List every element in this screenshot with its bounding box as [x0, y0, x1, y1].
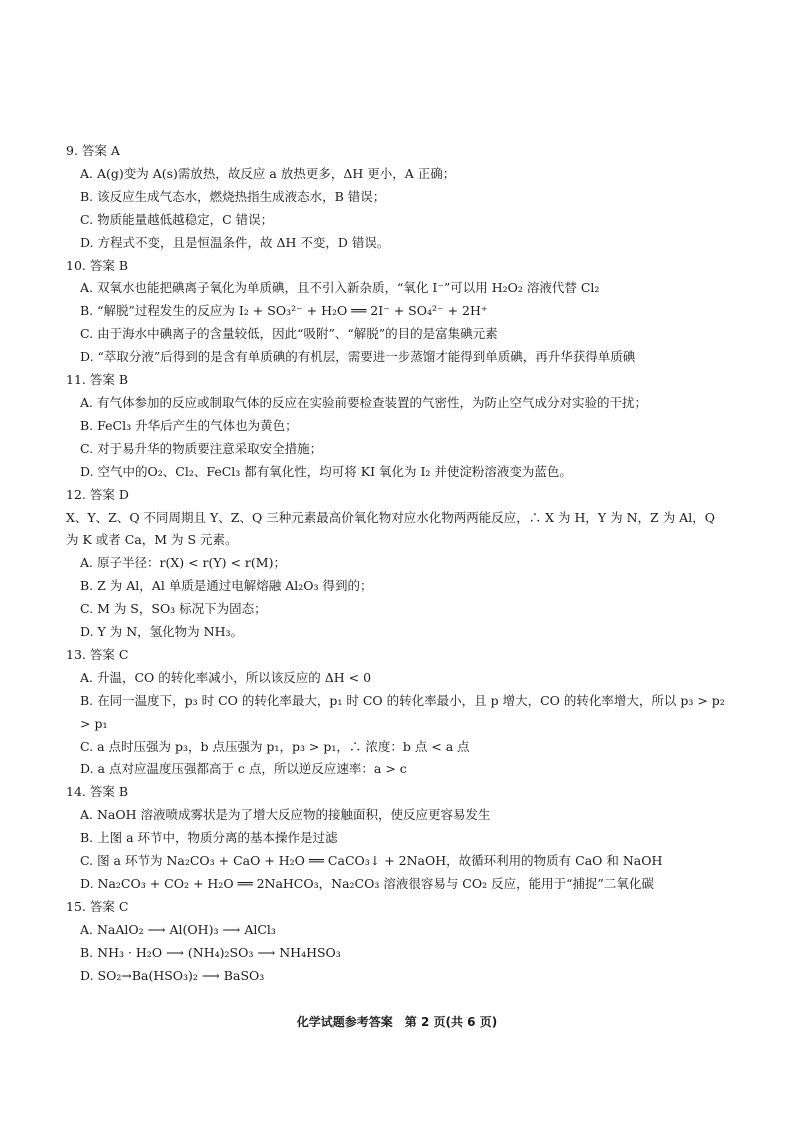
- question-15: [66, 896, 730, 988]
- option-line: C. a 点时压强为 p₃，b 点压强为 p₁，p₃ > p₁，∴ 浓度：b 点 < a 点: [80, 738, 470, 754]
- question-14: [66, 781, 730, 896]
- option-line: A. A(g)变为 A(s)需放热，故反应 a 放热更多，ΔH 更小，A 正确；: [80, 165, 456, 181]
- option-line: D. Na₂CO₃ + CO₂ + H₂O ══ 2NaHCO₃，Na₂CO₃ 溶液很容易与 CO₂ 反应，能用于“捕捉”二氧化碳: [80, 876, 654, 891]
- option-line: D. a 点对应温度压强都高于 c 点，所以逆反应速率：a > c: [80, 761, 407, 777]
- option-line: A. 升温，CO 的转化率减小，所以该反应的 ΔH < 0: [80, 669, 372, 685]
- answer-line: 15. 答案 C: [66, 898, 129, 914]
- answer-line: 9. 答案 A: [66, 143, 120, 158]
- option-line: D. “萃取分液”后得到的是含有单质碘的有机层，需要进一步蒸馏才能得到单质碘，再升华获得单质碘: [80, 349, 636, 365]
- option-line: D. Y 为 N，氢化物为 NH₃。: [80, 624, 243, 640]
- option-line: C. 图 a 环节为 Na₂CO₃ + CaO + H₂O ══ CaCO₃↓ + 2NaOH，故循环利用的物质有 CaO 和 NaOH: [80, 853, 663, 869]
- question-11: [66, 369, 730, 484]
- option-line: C. 由于海水中碘离子的含量较低，因此“吸附”、“解脱”的目的是富集碘元素: [80, 326, 498, 342]
- option-line: D. 空气中的O₂、Cl₂、FeCl₃ 都有氧化性，均可将 KI 氧化为 I₂ 并使淀粉溶液变为蓝色。: [80, 463, 572, 479]
- answer-line: 10. 答案 B: [66, 257, 129, 273]
- option-line: B. NH₃ · H₂O ⟶ (NH₄)₂SO₃ ⟶ NH₄HSO₃: [80, 944, 341, 960]
- explanation-paragraph: X、Y、Z、Q 不同周期且 Y、Z、Q 三种元素最高价氧化物对应水化物两两能反应，∴ X 为 H，Y 为 N，Z 为 Al，Q 为 K 或者 Ca，M 为 S 元素。: [66, 509, 715, 548]
- answer-line: 11. 答案 B: [66, 372, 129, 388]
- option-line: A. 原子半径：r(X) < r(Y) < r(M)；: [80, 555, 286, 571]
- option-line: B. FeCl₃ 升华后产生的气体也为黄色；: [80, 417, 298, 433]
- option-line: B. 在同一温度下，p₃ 时 CO 的转化率最大，p₁ 时 CO 的转化率最小，且 p 增大，CO 的转化率增大，所以 p₃ > p₂ > p₁: [80, 692, 725, 731]
- question-9: [66, 140, 730, 255]
- option-line: A. NaAlO₂ ⟶ Al(OH)₃ ⟶ AlCl₃: [80, 921, 276, 937]
- page-footer: 化学试题参考答案 第 2 页(共 6 页): [296, 1015, 498, 1029]
- question-13: [66, 644, 730, 781]
- question-12: [66, 484, 730, 644]
- question-10: [66, 255, 730, 370]
- option-line: B. “解脱”过程发生的反应为 I₂ + SO₃²⁻ + H₂O ══ 2I⁻ + SO₄²⁻ + 2H⁺: [80, 303, 488, 319]
- option-line: A. 双氧水也能把碘离子氧化为单质碘，且不引入新杂质，“氧化 I⁻”可以用 H₂O₂ 溶液代替 Cl₂: [80, 280, 600, 296]
- option-line: B. 该反应生成气态水，燃烧热指生成液态水，B 错误；: [80, 188, 386, 204]
- option-line: C. 对于易升华的物质要注意采取安全措施；: [80, 440, 323, 456]
- option-line: C. M 为 S，SO₃ 标况下为固态；: [80, 601, 267, 617]
- answer-line: 12. 答案 D: [66, 486, 129, 502]
- option-line: D. SO₂→Ba(HSO₃)₂ ⟶ BaSO₃: [80, 967, 265, 983]
- option-line: B. 上图 a 环节中，物质分离的基本操作是过滤: [80, 830, 338, 846]
- option-line: D. 方程式不变，且是恒温条件，故 ΔH 不变，D 错误。: [80, 234, 390, 250]
- option-line: A. 有气体参加的反应或制取气体的反应在实验前要检查装置的气密性，为防止空气成分对实验的干扰；: [80, 394, 647, 410]
- option-line: C. 物质能量越低越稳定，C 错误；: [80, 211, 274, 227]
- option-line: A. NaOH 溶液喷成雾状是为了增大反应物的接触面积，使反应更容易发生: [80, 807, 491, 823]
- answer-line: 13. 答案 C: [66, 646, 129, 662]
- answer-key-body: [66, 140, 730, 988]
- answer-line: 14. 答案 B: [66, 784, 129, 800]
- option-line: B. Z 为 Al，Al 单质是通过电解熔融 Al₂O₃ 得到的；: [80, 578, 373, 594]
